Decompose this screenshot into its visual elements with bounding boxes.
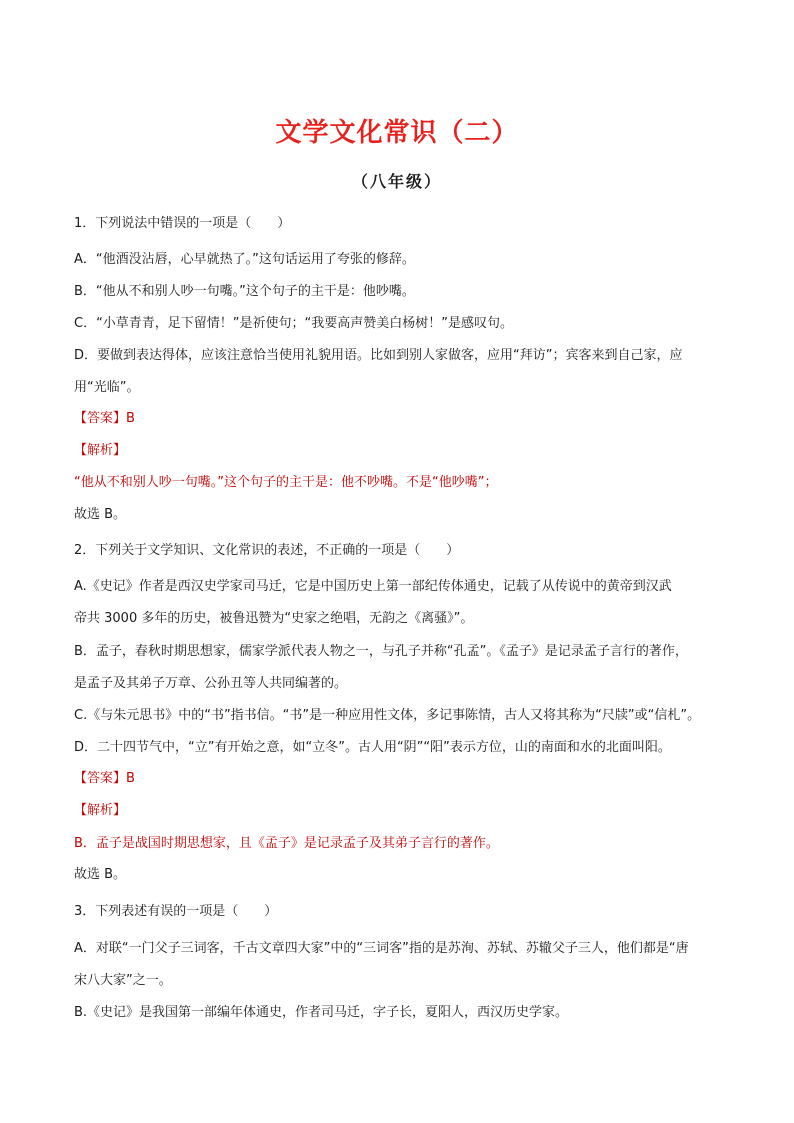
question-2-answer bbox=[74, 770, 734, 788]
question-3-option-b: B.《史记》是我国第一部编年体通史，作者司马迁，字子长，夏阳人，西汉历史学家。 bbox=[74, 1005, 569, 1020]
question-2-option-a: A.《史记》作者是西汉史学家司马迁，它是中国历史上第一部纪传体通史，记载了从传说中的黄帝到汉武 bbox=[74, 579, 672, 594]
document-title: 文学文化常识（二） bbox=[275, 118, 519, 148]
grade-subtitle: （八年级） bbox=[351, 172, 442, 191]
question-1-analysis-tag bbox=[74, 442, 734, 460]
question-1-option-d-cont: 用“光临”。 bbox=[74, 380, 140, 395]
question-1-option-b: B．“他从不和别人吵一句嘴。”这个句子的主干是：他吵嘴。 bbox=[74, 284, 415, 299]
question-2-option-c: C.《与朱元思书》中的“书”指书信。“书”是一种应用性文体，多记事陈情，古人又将其称为“尺牍”或“信札”。 bbox=[74, 708, 701, 723]
question-1-conclusion: 故选 B。 bbox=[74, 507, 127, 522]
question-3-option-a-cont: 宋八大家”之一。 bbox=[74, 973, 172, 988]
answer-tag: 【答案】 bbox=[74, 411, 127, 426]
question-2-stem: 2．下列关于文学知识、文化常识的表述，不正确的一项是（ ） bbox=[74, 543, 460, 558]
question-1-analysis: “他从不和别人吵一句嘴。”这个句子的主干是：他不吵嘴。不是“他吵嘴”； bbox=[74, 475, 498, 490]
analysis-tag: 【解析】 bbox=[74, 803, 127, 818]
answer-value: B bbox=[126, 411, 135, 426]
question-2-analysis-tag bbox=[74, 802, 734, 820]
question-1-option-c: C．“小草青青，足下留情！”是祈使句；“我要高声赞美白杨树！”是感叹句。 bbox=[74, 316, 514, 331]
answer-value: B bbox=[126, 771, 135, 786]
question-2-option-b: B．孟子，春秋时期思想家，儒家学派代表人物之一，与孔子并称“孔孟”。《孟子》是记录孟子言行的著作， bbox=[74, 644, 688, 659]
analysis-tag: 【解析】 bbox=[74, 443, 127, 458]
question-3-option-a: A．对联“一门父子三词客，千古文章四大家”中的“三词客”指的是苏洵、苏轼、苏辙父子三人，他们都是“唐 bbox=[74, 941, 689, 956]
question-1-answer bbox=[74, 410, 734, 428]
question-1-option-d: D．要做到表达得体，应该注意恰当使用礼貌用语。比如到别人家做客，应用“拜访”；宾客来到自己家，应 bbox=[74, 348, 683, 363]
question-3-stem: 3．下列表述有误的一项是（ ） bbox=[74, 904, 278, 919]
question-2-option-b-cont: 是孟子及其弟子万章、公孙丑等人共同编著的。 bbox=[74, 676, 348, 691]
question-2-option-a-cont: 帝共 3000 多年的历史，被鲁迅赞为“史家之绝唱，无韵之《离骚》”。 bbox=[74, 611, 474, 626]
question-2-analysis: B．孟子是战国时期思想家，且《孟子》是记录孟子及其弟子言行的著作。 bbox=[74, 836, 499, 851]
question-2-option-d: D．二十四节气中，“立”有开始之意，如“立冬”。古人用“阴”“阳”表示方位，山的南面和水的北面叫阳。 bbox=[74, 740, 671, 755]
question-1-stem: 1．下列说法中错误的一项是（ ） bbox=[74, 216, 291, 231]
answer-tag: 【答案】 bbox=[74, 771, 127, 786]
question-1-option-a: A．“他酒没沾唇，心早就热了。”这句话运用了夸张的修辞。 bbox=[74, 252, 415, 267]
question-2-conclusion: 故选 B。 bbox=[74, 867, 127, 882]
